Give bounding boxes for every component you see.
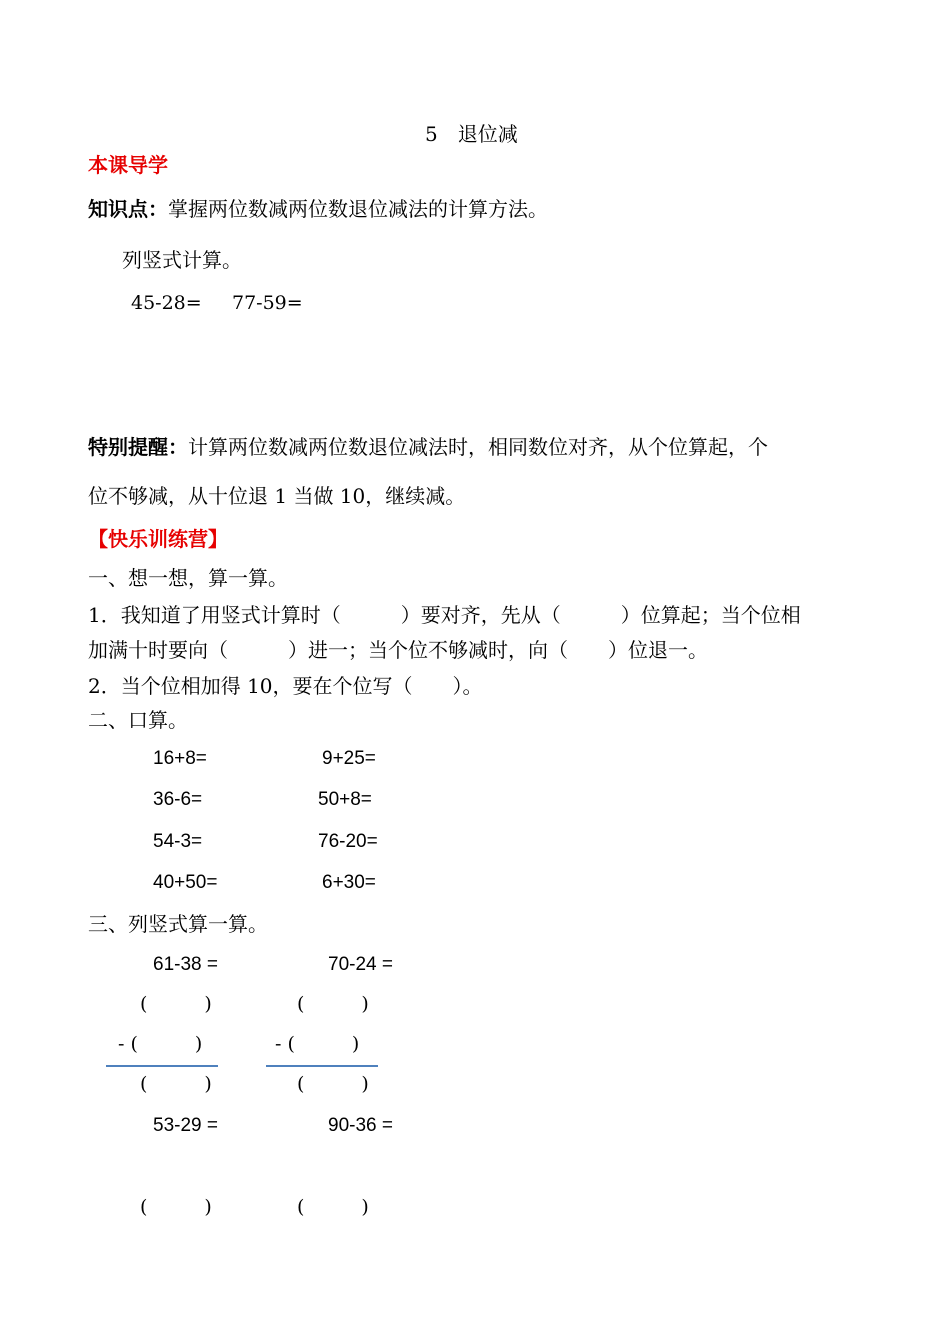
oral-item: 76-20= <box>318 831 378 852</box>
vertical-1-result-paren: ( ) <box>140 1073 212 1095</box>
section-1-title: 一、想一想，算一算。 <box>88 566 288 590</box>
vertical-1-top-paren: ( ) <box>140 993 212 1015</box>
guide-problem-2: 77-59= <box>232 292 303 314</box>
vertical-2-rule <box>266 1065 378 1067</box>
page-title: 5 退位减 <box>425 122 518 146</box>
knowledge-label: 知识点： <box>88 199 168 221</box>
reminder-line-2: 位不够减，从十位退 1 当做 10，继续减。 <box>88 484 466 508</box>
vertical-problem-3: 53-29 = <box>153 1115 218 1136</box>
oral-item: 50+8= <box>318 789 372 810</box>
knowledge-point <box>88 199 548 220</box>
knowledge-text: 掌握两位数减两位数退位减法的计算方法。 <box>168 197 548 221</box>
oral-item: 6+30= <box>322 872 376 893</box>
vertical-1-minus-paren: - ( ) <box>118 1033 203 1055</box>
question-1-line-2: 加满十时要向（ ）进一；当个位不够减时，向（ ）位退一。 <box>88 638 708 662</box>
reminder-text-1: 计算两位数减两位数退位减法时，相同数位对齐，从个位算起，个 <box>188 435 768 459</box>
vertical-problem-4: 90-36 = <box>328 1115 393 1136</box>
guide-heading: 本课导学 <box>88 155 168 177</box>
vertical-2-minus-paren: - ( ) <box>275 1033 360 1055</box>
guide-problem-1: 45-28= <box>131 292 202 314</box>
oral-item: 16+8= <box>153 748 207 769</box>
vertical-4-top-paren: ( ) <box>297 1196 369 1218</box>
instruction-text: 列竖式计算。 <box>122 248 242 272</box>
vertical-2-top-paren: ( ) <box>297 993 369 1015</box>
vertical-problem-1: 61-38 = <box>153 954 218 975</box>
question-1-line-1: 1．我知道了用竖式计算时（ ）要对齐，先从（ ）位算起；当个位相 <box>88 603 801 627</box>
section-2-title: 二、口算。 <box>88 708 188 732</box>
vertical-1-rule <box>106 1065 218 1067</box>
question-2: 2．当个位相加得 10，要在个位写（ ）。 <box>88 674 483 698</box>
vertical-problem-2: 70-24 = <box>328 954 393 975</box>
section-3-title: 三、列竖式算一算。 <box>88 912 268 936</box>
vertical-3-top-paren: ( ) <box>140 1196 212 1218</box>
oral-item: 54-3= <box>153 831 203 852</box>
oral-item: 40+50= <box>153 872 218 893</box>
oral-item: 9+25= <box>322 748 376 769</box>
reminder-line-1 <box>88 437 768 458</box>
vertical-2-result-paren: ( ) <box>297 1073 369 1095</box>
reminder-label: 特别提醒： <box>88 437 188 459</box>
camp-heading: 【快乐训练营】 <box>88 529 228 551</box>
oral-item: 36-6= <box>153 789 203 810</box>
